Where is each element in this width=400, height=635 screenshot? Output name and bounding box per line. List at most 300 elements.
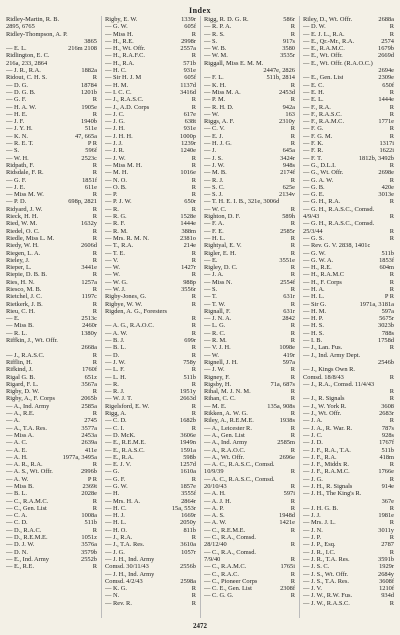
entry-name: — H. L. bbox=[105, 519, 127, 527]
entry-reference: 1760f bbox=[82, 366, 97, 374]
index-entry bbox=[204, 519, 295, 526]
entry-name: — J. A., R. War. R. bbox=[303, 424, 353, 432]
index-entry bbox=[105, 330, 196, 337]
index-entry bbox=[204, 425, 295, 432]
index-entry bbox=[303, 454, 394, 461]
entry-reference: R bbox=[389, 88, 394, 96]
entry-reference: 597a bbox=[282, 358, 295, 366]
entry-name: — A. S. bbox=[204, 512, 225, 520]
entry-name: — J. N. bbox=[303, 526, 323, 534]
index-entry bbox=[105, 322, 196, 329]
entry-name: — L. G. bbox=[204, 322, 226, 330]
entry-name: — R. J. bbox=[204, 176, 224, 184]
entry-name: — P. J. W. bbox=[105, 198, 132, 206]
entry-name: — Mrs. J. L. bbox=[303, 519, 336, 527]
entry-name: Riedy, W. H. bbox=[6, 242, 39, 250]
entry-reference: R bbox=[92, 256, 97, 264]
entry-name: — J., A.D. Corps bbox=[105, 103, 150, 111]
entry-reference: 47, 665a bbox=[74, 132, 97, 140]
index-entry bbox=[6, 16, 97, 23]
entry-reference: 418m bbox=[379, 453, 394, 461]
entry-name: Comsd. 4/2/43 bbox=[105, 577, 143, 585]
index-entry bbox=[303, 264, 394, 271]
index-entry bbox=[105, 498, 196, 505]
index-entry bbox=[105, 16, 196, 23]
entry-name: — J., W. York R. bbox=[303, 402, 347, 410]
entry-reference: 3011y bbox=[378, 526, 394, 534]
index-entry bbox=[105, 556, 196, 563]
entry-name: — K. N. bbox=[6, 132, 29, 140]
index-entry bbox=[303, 600, 394, 607]
entry-name: — F., R.A. bbox=[303, 103, 331, 111]
entry-name: — W. bbox=[204, 351, 219, 359]
entry-reference: R bbox=[92, 96, 97, 104]
entry-name: — H. S. bbox=[303, 329, 324, 337]
index-entry bbox=[6, 352, 97, 359]
index-entry bbox=[204, 556, 295, 563]
entry-name: — F. K. bbox=[303, 140, 324, 148]
entry-name: — J., Ind. Army Dept. bbox=[303, 351, 361, 359]
index-entry bbox=[303, 490, 394, 497]
index-entry bbox=[6, 490, 97, 497]
entry-name: 10/9/39 bbox=[204, 468, 224, 476]
entry-name: — A. G., R.A.O.C. bbox=[105, 322, 154, 330]
entry-reference: R bbox=[92, 234, 97, 242]
index-entry bbox=[6, 541, 97, 548]
entry-name: Riedle, Miss L. M. bbox=[6, 234, 55, 242]
index-entry bbox=[6, 213, 97, 220]
entry-name: — K. G. bbox=[105, 585, 128, 593]
index-entry bbox=[105, 38, 196, 45]
index-entry bbox=[105, 344, 196, 351]
index-entry bbox=[105, 147, 196, 154]
index-entry bbox=[105, 352, 196, 359]
index-entry bbox=[204, 359, 295, 366]
entry-reference: 698p, 2821 bbox=[68, 198, 97, 206]
index-entry bbox=[105, 374, 196, 381]
entry-reference: 571b bbox=[183, 59, 196, 67]
entry-name: — J. S. C. bbox=[303, 563, 330, 571]
entry-reference: 1240e bbox=[180, 147, 196, 155]
entry-name: — Miss H. bbox=[105, 30, 134, 38]
entry-reference: 598b bbox=[183, 453, 196, 461]
entry-reference: 1444e bbox=[378, 96, 394, 104]
index-entry bbox=[303, 286, 394, 293]
entry-name: — D. G. bbox=[6, 81, 29, 89]
entry-reference: 611e bbox=[84, 183, 97, 191]
entry-name: — H., R.A.M.C bbox=[303, 271, 345, 279]
entry-name: — R. J. bbox=[105, 388, 125, 396]
index-entry bbox=[303, 213, 394, 220]
index-entry bbox=[204, 52, 295, 59]
index-entry bbox=[303, 147, 394, 154]
index-entry bbox=[303, 556, 394, 563]
entry-name: — G., D.L.I. bbox=[303, 161, 336, 169]
entry-reference: R bbox=[290, 431, 295, 439]
index-entry bbox=[105, 578, 196, 585]
entry-name: — Miss N. bbox=[204, 278, 233, 286]
entry-reference: 1765i bbox=[280, 563, 295, 571]
index-entry bbox=[204, 322, 295, 329]
entry-reference: R bbox=[92, 307, 97, 315]
entry-name: — E. bbox=[204, 256, 218, 264]
index-entry bbox=[204, 293, 295, 300]
entry-reference: R bbox=[290, 234, 295, 242]
entry-name: Riepie, D. B. B. bbox=[6, 271, 48, 279]
index-entry bbox=[204, 366, 295, 373]
entry-name: — H. C. bbox=[105, 504, 127, 512]
entry-reference: 3013e bbox=[378, 191, 394, 199]
entry-reference: R bbox=[290, 264, 295, 272]
index-entry bbox=[303, 242, 394, 249]
index-entry bbox=[303, 301, 394, 308]
entry-name: — J. C. bbox=[303, 431, 323, 439]
entry-reference: 3551e bbox=[279, 256, 295, 264]
index-entry bbox=[6, 111, 97, 118]
entry-name: — C. A. bbox=[6, 512, 28, 520]
index-entry bbox=[105, 257, 196, 264]
entry-reference: R bbox=[290, 424, 295, 432]
entry-name: — A., T.A. Res. bbox=[6, 424, 47, 432]
entry-name: — H., R.A. bbox=[105, 59, 135, 67]
page-header: Index bbox=[188, 6, 212, 15]
index-entry bbox=[204, 476, 295, 483]
entry-reference: 3556r bbox=[181, 285, 196, 293]
entry-reference: R bbox=[389, 125, 394, 133]
index-entry bbox=[303, 198, 394, 205]
index-entry bbox=[303, 534, 394, 541]
index-entry bbox=[303, 60, 394, 67]
index-entry bbox=[204, 592, 295, 599]
index-entry bbox=[303, 519, 394, 526]
index-entry bbox=[204, 541, 295, 548]
index-entry bbox=[204, 534, 295, 541]
entry-name: Riesco, M. B. bbox=[6, 285, 42, 293]
entry-name: — J. P., Esq. bbox=[303, 541, 336, 549]
index-entry bbox=[204, 271, 295, 278]
entry-name: — J. N. A. bbox=[204, 315, 232, 323]
entry-reference: R bbox=[290, 468, 295, 476]
index-entry bbox=[6, 96, 97, 103]
entry-name: — J. H. H. bbox=[105, 132, 133, 140]
index-entry bbox=[204, 505, 295, 512]
entry-name: — J. W. bbox=[105, 154, 126, 162]
index-entry bbox=[204, 198, 295, 205]
entry-reference: 1682b bbox=[180, 417, 196, 425]
entry-reference: 928s bbox=[381, 431, 394, 439]
entry-reference: 2669d bbox=[378, 52, 394, 60]
index-entry bbox=[6, 374, 97, 381]
entry-name: — J. J. bbox=[105, 140, 123, 148]
entry-name: 28/12/40 bbox=[204, 541, 227, 549]
entry-reference: R bbox=[290, 388, 295, 396]
index-entry bbox=[204, 264, 295, 271]
entry-name: — E. J. bbox=[204, 132, 224, 140]
entry-reference: 1851f bbox=[82, 176, 97, 184]
index-entry bbox=[105, 439, 196, 446]
entry-name: Rigby-Jones, G. bbox=[105, 293, 147, 301]
entry-reference: R bbox=[191, 585, 196, 593]
entry-name: — J. C. bbox=[105, 110, 125, 118]
index-entry bbox=[6, 359, 97, 366]
entry-reference: 1051z bbox=[81, 534, 97, 542]
entry-reference: 2065b bbox=[81, 395, 97, 403]
entry-name: — C. D. bbox=[105, 417, 127, 425]
entry-name: — A. C., R.A.S.C., Comsd. bbox=[204, 461, 275, 469]
entry-reference: P R bbox=[87, 475, 97, 483]
index-entry bbox=[303, 549, 394, 556]
entry-reference: R bbox=[290, 249, 295, 257]
index-entry bbox=[105, 96, 196, 103]
entry-reference: 1528e bbox=[180, 213, 196, 221]
entry-name: — T. E. bbox=[105, 249, 125, 257]
entry-name: Comsd. 30/11/43 bbox=[105, 563, 149, 571]
index-entry bbox=[105, 527, 196, 534]
entry-reference: R bbox=[191, 161, 196, 169]
index-entry bbox=[204, 250, 295, 257]
entry-reference: R bbox=[92, 227, 97, 235]
index-column-4 bbox=[299, 16, 394, 618]
entry-name: — F. R. bbox=[303, 147, 324, 155]
index-entry bbox=[6, 250, 97, 257]
index-entry bbox=[105, 563, 196, 570]
entry-name: — W. bbox=[204, 110, 219, 118]
entry-name: — D. G. B. bbox=[6, 88, 36, 96]
index-entry bbox=[6, 519, 97, 526]
entry-reference: 3416d bbox=[180, 88, 196, 96]
entry-name: — W. M. bbox=[204, 52, 228, 60]
entry-reference: 2546b bbox=[378, 358, 394, 366]
index-entry bbox=[6, 556, 97, 563]
entry-reference: 2174f bbox=[280, 169, 295, 177]
index-entry bbox=[303, 505, 394, 512]
index-entry bbox=[303, 359, 394, 366]
entry-reference: 1444e bbox=[180, 220, 196, 228]
index-entry bbox=[6, 133, 97, 140]
index-entry bbox=[105, 140, 196, 147]
entry-name: — T. H. E. I. B., 321e, 3006d bbox=[204, 198, 280, 206]
entry-name: — T. bbox=[204, 293, 217, 301]
entry-reference: R bbox=[191, 402, 196, 410]
entry-reference: R bbox=[389, 519, 394, 527]
index-entry bbox=[204, 454, 295, 461]
index-entry bbox=[6, 140, 97, 147]
entry-name: — H. P. bbox=[303, 315, 324, 323]
index-entry bbox=[105, 468, 196, 475]
entry-name: Ridley-Thompson, A. P. bbox=[6, 30, 68, 38]
index-entry bbox=[105, 177, 196, 184]
index-entry bbox=[105, 250, 196, 257]
entry-reference: R bbox=[389, 176, 394, 184]
entry-name: — J. F. bbox=[6, 118, 25, 126]
entry-name: — F. G. bbox=[303, 125, 324, 133]
entry-name: — E., R.E. bbox=[6, 563, 35, 571]
entry-name: — R. S. bbox=[204, 30, 225, 38]
entry-reference: 5675r bbox=[379, 315, 394, 323]
entry-name: Rigal G. B. bbox=[6, 373, 36, 381]
entry-name: Riley, A., R.E.M.E. bbox=[204, 417, 254, 425]
entry-reference: 645a bbox=[282, 147, 295, 155]
entry-reference: 2557a bbox=[180, 45, 196, 53]
index-entry bbox=[6, 279, 97, 286]
entry-reference: R bbox=[290, 497, 295, 505]
entry-name: — C., R.A.C. bbox=[204, 570, 239, 578]
entry-reference: R bbox=[290, 483, 295, 490]
index-entry bbox=[6, 184, 97, 191]
entry-name: — J. G. bbox=[105, 548, 125, 556]
index-entry bbox=[204, 67, 295, 74]
entry-reference: R bbox=[290, 81, 295, 89]
index-entry bbox=[105, 432, 196, 439]
entry-name: — R. M. bbox=[105, 227, 128, 235]
entry-name: — A., Ind. Army bbox=[204, 439, 248, 447]
index-entry bbox=[303, 330, 394, 337]
entry-reference: R bbox=[290, 366, 295, 374]
entry-reference: 2460r bbox=[82, 322, 97, 330]
entry-name: — E. C. bbox=[303, 81, 324, 89]
index-entry bbox=[204, 578, 295, 585]
index-entry bbox=[303, 118, 394, 125]
entry-name: — E., R.A. bbox=[105, 453, 134, 461]
entry-name: — G. S. bbox=[303, 234, 324, 242]
index-entry bbox=[6, 454, 97, 461]
entry-reference: R bbox=[191, 154, 196, 162]
index-entry bbox=[105, 220, 196, 227]
entry-reference: R bbox=[290, 410, 295, 418]
entry-name: — C., R.A., Comsd. bbox=[204, 534, 257, 542]
index-entry bbox=[204, 23, 295, 30]
index-entry bbox=[204, 235, 295, 242]
entry-name: — H. M. bbox=[105, 81, 129, 89]
index-entry bbox=[204, 89, 295, 96]
index-entry bbox=[303, 96, 394, 103]
index-entry bbox=[105, 162, 196, 169]
entry-reference: 1016e bbox=[180, 169, 196, 177]
index-entry bbox=[204, 125, 295, 132]
entry-name: — E., Ind. Army bbox=[6, 555, 49, 563]
entry-name: — J., R.A., Comsd. 11/4/43 bbox=[303, 380, 375, 388]
index-entry bbox=[105, 198, 196, 205]
entry-name: — A. W. bbox=[204, 519, 227, 527]
index-entry bbox=[303, 293, 394, 300]
entry-reference: 2556b bbox=[180, 563, 196, 571]
entry-name: — J. F., R.A., T.A. bbox=[303, 446, 351, 454]
index-entry bbox=[204, 403, 295, 410]
entry-name: — F. L. bbox=[204, 74, 224, 82]
entry-reference: R bbox=[191, 249, 196, 257]
entry-reference: 2453a bbox=[81, 431, 97, 439]
entry-name: — A., Ind. Army bbox=[6, 402, 50, 410]
index-entry bbox=[105, 82, 196, 89]
entry-reference: 931e bbox=[183, 125, 196, 133]
entry-reference: 2308f bbox=[280, 585, 295, 593]
entry-name: — J. W. bbox=[105, 358, 126, 366]
entry-reference: R bbox=[92, 205, 97, 213]
index-entry bbox=[105, 592, 196, 599]
entry-reference: 914e bbox=[381, 483, 394, 490]
entry-name: — J. H., R. Signals bbox=[303, 483, 353, 490]
entry-name: — A. E. bbox=[6, 446, 27, 454]
entry-name: — J., R. Signals bbox=[303, 395, 345, 403]
index-entry bbox=[105, 490, 196, 497]
entry-name: — G. F. bbox=[105, 475, 126, 483]
entry-name: — B. J. bbox=[105, 337, 125, 345]
entry-name: Ridpath, F. bbox=[6, 161, 35, 169]
entry-reference: 1766e bbox=[378, 468, 394, 476]
entry-reference: 2050y bbox=[180, 519, 196, 527]
index-entry bbox=[303, 410, 394, 417]
entry-reference: P R bbox=[384, 293, 394, 301]
index-entry bbox=[105, 359, 196, 366]
index-entry bbox=[6, 322, 97, 329]
entry-reference: R bbox=[389, 198, 394, 206]
entry-reference: R bbox=[389, 110, 394, 118]
entry-reference: R bbox=[191, 475, 196, 483]
entry-name: — Miss M. A. bbox=[204, 88, 241, 96]
entry-reference: 2998r bbox=[181, 37, 196, 45]
entry-name: — C., R.A.M.C. bbox=[204, 563, 247, 571]
entry-reference: 1380y bbox=[81, 329, 97, 337]
entry-name: Rignall, F. bbox=[204, 307, 231, 315]
entry-name: Rigden, A. G., Foresters bbox=[105, 307, 167, 315]
entry-name: — D. bbox=[105, 351, 120, 359]
entry-reference: R bbox=[389, 23, 394, 31]
index-entry bbox=[204, 31, 295, 38]
index-entry bbox=[105, 600, 196, 607]
entry-name: — C. G. G. bbox=[204, 592, 234, 600]
index-entry bbox=[6, 432, 97, 439]
entry-reference: R bbox=[389, 132, 394, 140]
entry-reference: R bbox=[92, 271, 97, 279]
entry-name: — H., F. Corps bbox=[303, 278, 342, 286]
entry-reference: 2696e bbox=[279, 453, 295, 461]
index-entry bbox=[204, 206, 295, 213]
entry-reference: 3424r bbox=[280, 154, 295, 162]
entry-reference: R bbox=[92, 300, 97, 308]
index-entry bbox=[6, 264, 97, 271]
index-entry bbox=[303, 206, 394, 213]
index-entry bbox=[6, 23, 97, 30]
entry-name: — J., Wt. Offr. bbox=[303, 410, 342, 418]
entry-reference: R bbox=[290, 23, 295, 31]
entry-reference: R bbox=[389, 213, 394, 221]
entry-reference: 2513c bbox=[81, 315, 97, 323]
entry-name: Ries, H. N. bbox=[6, 278, 35, 286]
entry-name: — B. L. bbox=[6, 490, 27, 498]
entry-name: — C., R.A., Comsd. bbox=[204, 548, 257, 556]
index-entry bbox=[6, 483, 97, 490]
entry-reference: 1427r bbox=[181, 264, 196, 272]
entry-name: — R. F. bbox=[105, 220, 126, 228]
entry-reference: 1981e bbox=[378, 512, 394, 520]
entry-reference: 1929r bbox=[379, 563, 394, 571]
entry-name: Rietkerk, J. B. bbox=[6, 300, 43, 308]
entry-reference: R bbox=[389, 285, 394, 293]
index-entry bbox=[204, 147, 295, 154]
index-entry bbox=[303, 563, 394, 570]
entry-reference: 388m bbox=[181, 227, 196, 235]
index-entry bbox=[6, 447, 97, 454]
entry-reference: 1669r bbox=[181, 512, 196, 520]
entry-name: — W. bbox=[105, 264, 120, 272]
entry-name: — Rev. R. bbox=[105, 599, 132, 607]
index-entry bbox=[303, 220, 394, 227]
entry-reference: 2864r bbox=[181, 497, 196, 505]
index-entry bbox=[303, 512, 394, 519]
entry-name: — J., Kings Own R. bbox=[303, 366, 356, 374]
entry-reference: R bbox=[92, 526, 97, 534]
index-entry bbox=[105, 133, 196, 140]
